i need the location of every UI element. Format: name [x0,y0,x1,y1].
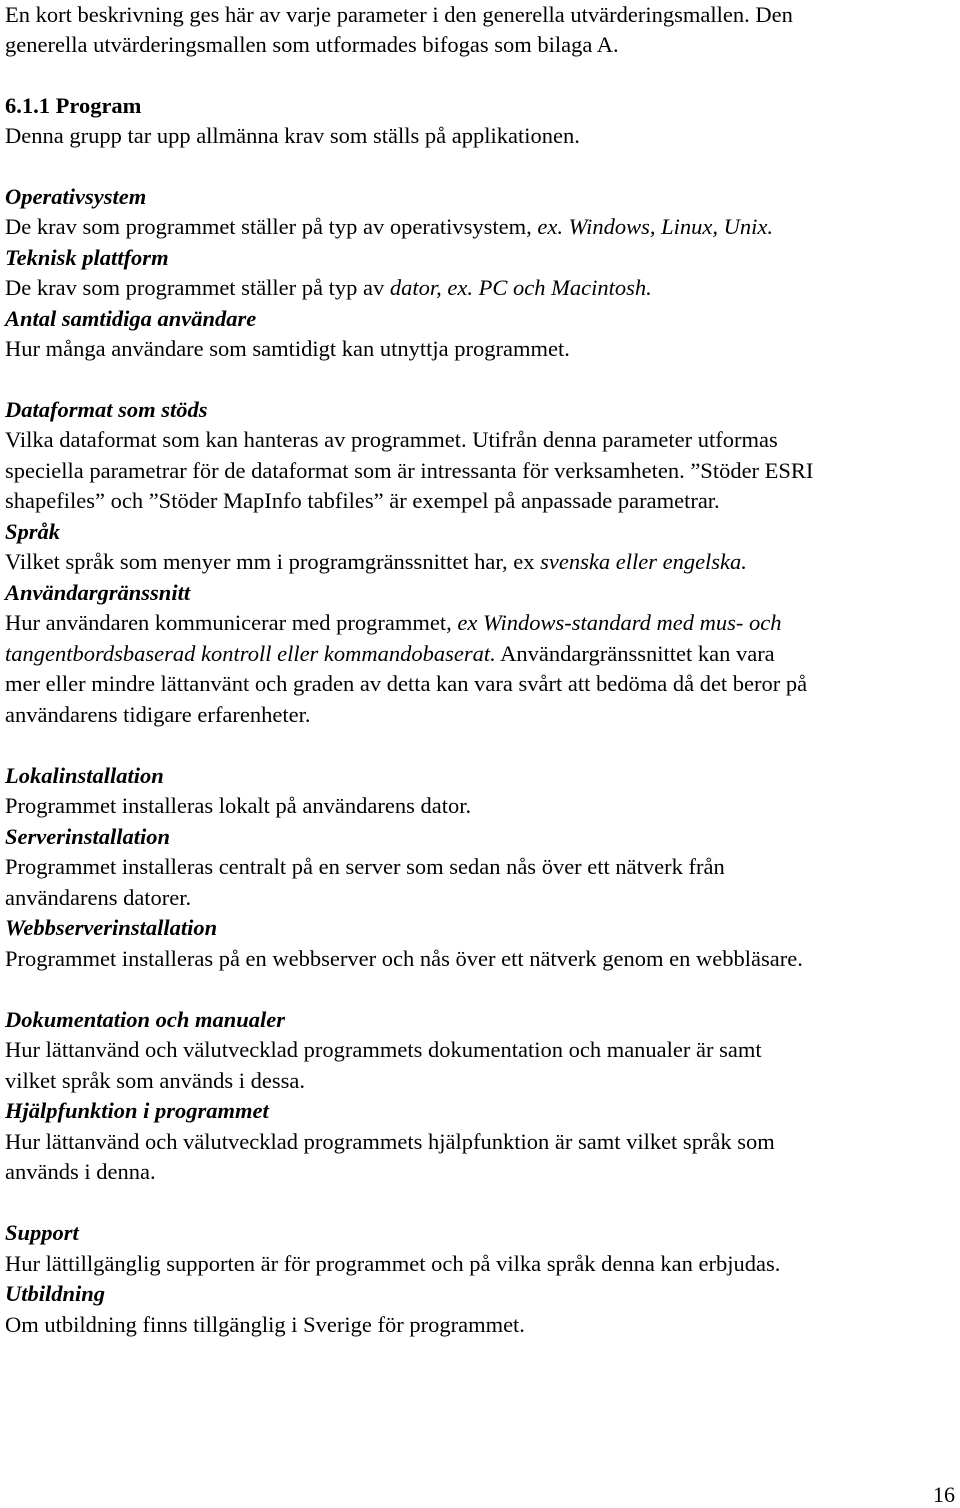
text-dataformat-2: speciella parametrar för de dataformat som är intressanta för verksamheten. ”Stöder ESRI [5,458,814,483]
text-ag-1-plain: Hur användaren kommunicerar med programmet, [5,610,458,635]
heading-lokalinstallation: Lokalinstallation [5,763,164,788]
text-anvandargranssnitt-3: mer eller mindre lättanvänt och graden av detta kan vara svårt att bedöma då det beror på [5,671,808,696]
text-support: Hur lättillgänglig supporten är för programmet och på vilka språk denna kan erbjudas. [5,1251,781,1276]
text-ag-1-italic: ex Windows-standard med mus- och [457,610,782,635]
heading-sprak: Språk [5,519,61,544]
text-sprak [5,547,747,577]
text-dokumentation-1: Hur lättanvänd och välutvecklad programmets dokumentation och manualer är samt [5,1037,762,1062]
text-webbserverinstallation: Programmet installeras på en webbserver och nås över ett nätverk genom en webbläsare. [5,946,803,971]
heading-teknisk-plattform: Teknisk plattform [5,245,169,270]
heading-utbildning: Utbildning [5,1281,106,1306]
text-operativsystem-plain: De krav som programmet ställer på typ av operativsystem, [5,214,538,239]
text-sprak-plain: Vilket språk som menyer mm i programgränssnittet har, ex [5,549,541,574]
section-lead: Denna grupp tar upp allmänna krav som ställs på applikationen. [5,123,580,148]
text-sprak-italic: svenska eller engelska. [540,549,747,574]
text-hjalpfunktion-2: används i denna. [5,1159,156,1184]
text-anvandargranssnitt-4: användarens tidigare erfarenheter. [5,702,311,727]
text-dataformat-3: shapefiles” och ”Stöder MapInfo tabfiles” är exempel på anpassade parametrar. [5,488,720,513]
heading-hjalpfunktion: Hjälpfunktion i programmet [5,1098,269,1123]
heading-webbserverinstallation: Webbserverinstallation [5,915,218,940]
heading-operativsystem: Operativsystem [5,184,147,209]
text-dokumentation-2: vilket språk som används i dessa. [5,1068,305,1093]
text-serverinstallation-2: användarens datorer. [5,885,192,910]
page-number: 16 [933,1482,955,1507]
heading-support: Support [5,1220,79,1245]
text-utbildning: Om utbildning finns tillgänglig i Sverige för programmet. [5,1312,525,1337]
text-anvandargranssnitt-2 [5,639,775,669]
text-ag-2-italic: tangentbordsbaserad kontroll eller kommandobaserat. [5,641,496,666]
text-serverinstallation-1: Programmet installeras centralt på en server som sedan nås över ett nätverk från [5,854,725,879]
text-teknisk-italic: dator, ex. PC och Macintosh. [389,275,652,300]
heading-dokumentation: Dokumentation och manualer [5,1007,286,1032]
heading-serverinstallation: Serverinstallation [5,824,171,849]
text-dataformat-1: Vilka dataformat som kan hanteras av programmet. Utifrån denna parameter utformas [5,427,778,452]
heading-anvandargranssnitt: Användargränssnitt [5,580,191,605]
text-teknisk-plattform [5,273,652,303]
text-operativsystem [5,212,773,242]
intro-line-2: generella utvärderingsmallen som utformades bifogas som bilaga A. [5,32,619,57]
text-lokalinstallation: Programmet installeras lokalt på användarens dator. [5,793,472,818]
heading-dataformat: Dataformat som stöds [5,397,208,422]
text-hjalpfunktion-1: Hur lättanvänd och välutvecklad programmets hjälpfunktion är samt vilket språk som [5,1129,775,1154]
text-antal-samtidiga: Hur många användare som samtidigt kan utnyttja programmet. [5,336,570,361]
text-ag-2-plain: Användargränssnittet kan vara [495,641,775,666]
heading-antal-samtidiga: Antal samtidiga användare [5,306,257,331]
text-operativsystem-italic: ex. Windows, Linux, Unix. [537,214,773,239]
section-title: 6.1.1 Program [5,93,142,118]
text-teknisk-plain: De krav som programmet ställer på typ av [5,275,390,300]
intro-line-1: En kort beskrivning ges här av varje parameter i den generella utvärderingsmallen. Den [5,2,793,27]
text-anvandargranssnitt-1 [5,608,781,638]
